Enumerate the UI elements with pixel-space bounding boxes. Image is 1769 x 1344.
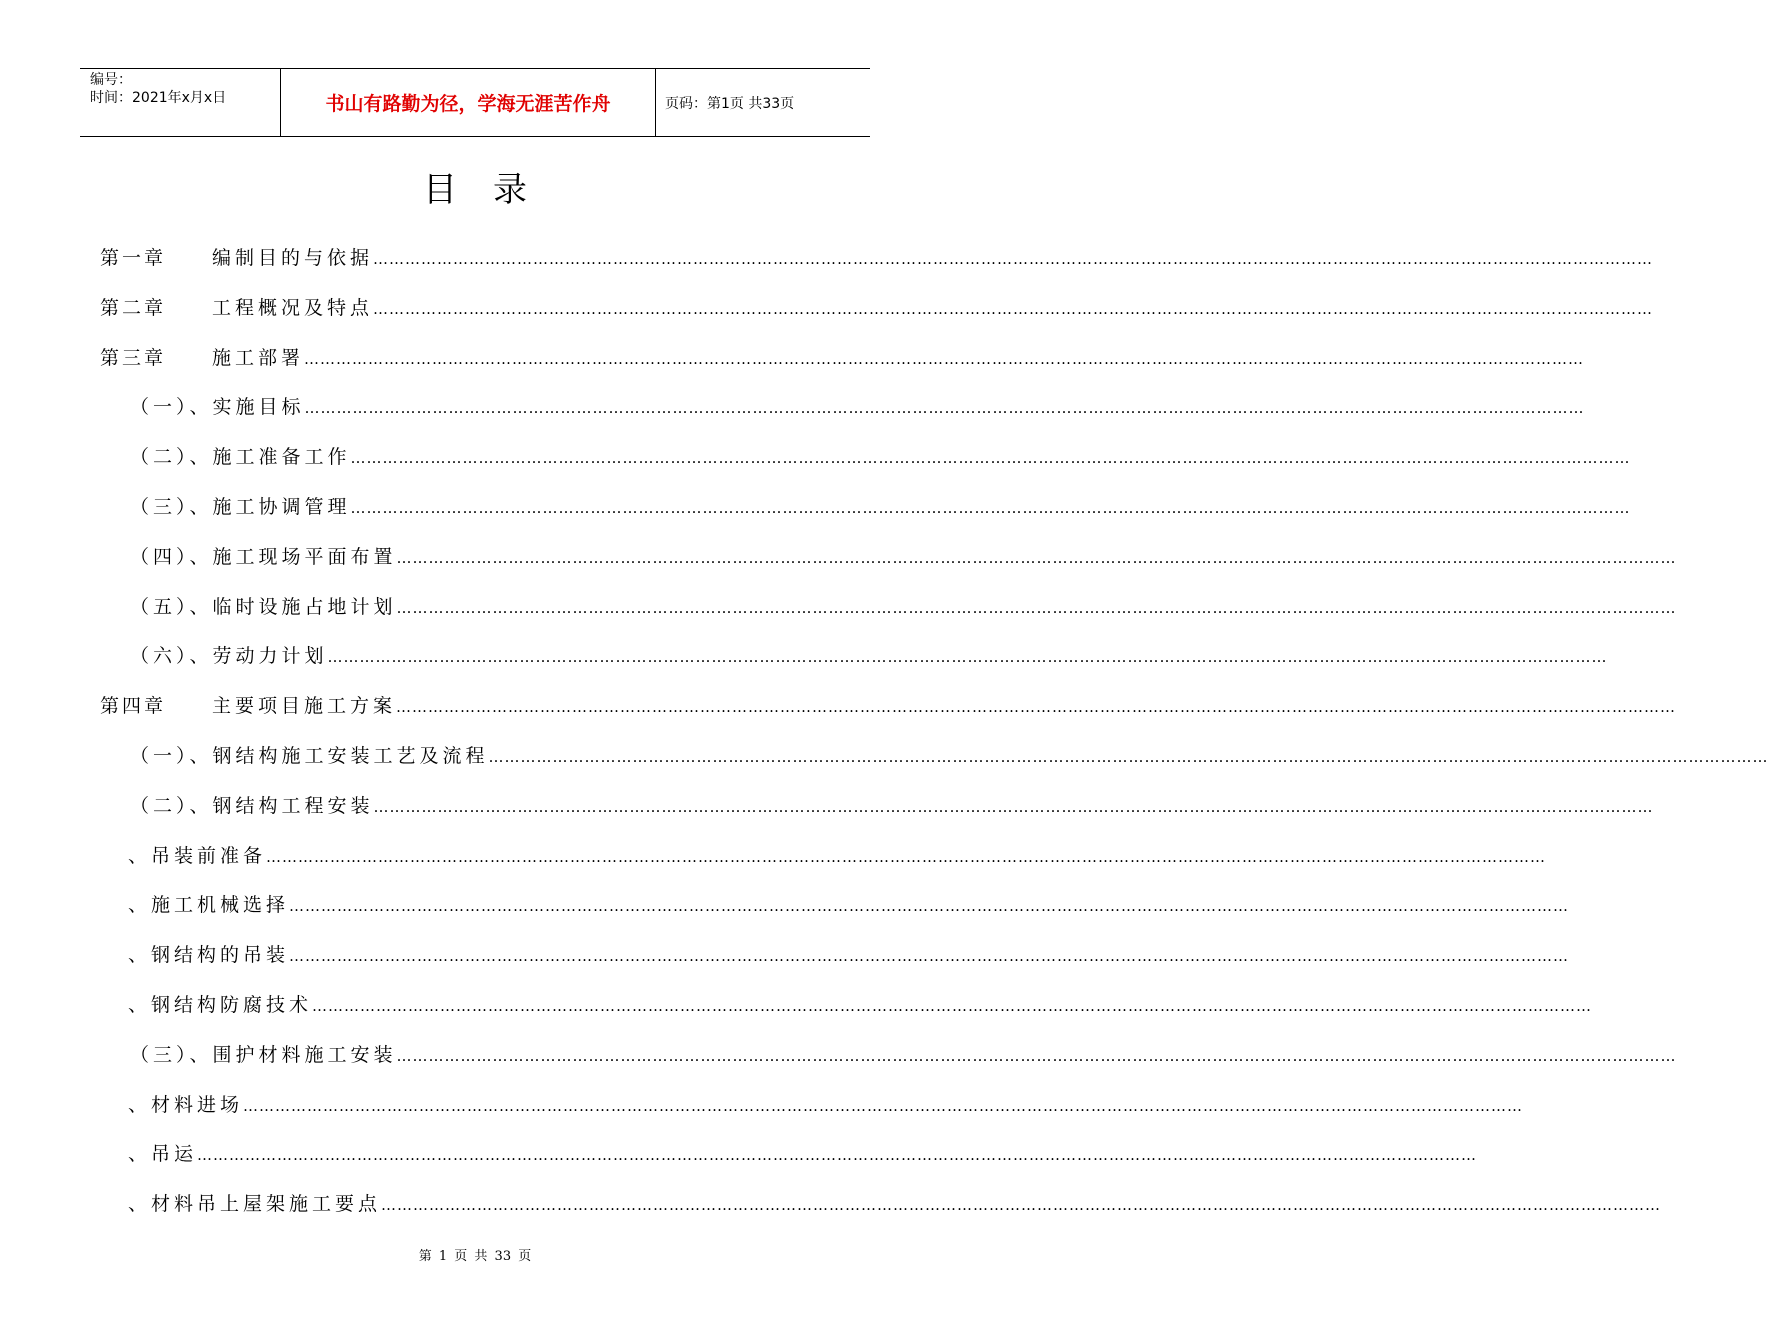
toc-entry-title: （一）、钢结构施工安装工艺及流程 — [130, 745, 489, 767]
toc-leader-dots: …………………………………………………………………………………………………………………………………………………………………………………………………………………… — [373, 250, 1654, 268]
toc-entry-title: 、钢结构防腐技术 — [128, 994, 313, 1016]
toc-entry[interactable] — [128, 985, 1593, 1025]
toc-leader-dots: …………………………………………………………………………………………………………………………………………………………………………………………………………………… — [396, 598, 1677, 617]
toc-entry-title: 、钢结构的吊装 — [128, 944, 290, 967]
toc-entry[interactable] — [130, 487, 1631, 527]
toc-entry-title: （四）、施工现场平面布置 — [130, 545, 397, 568]
toc-entry[interactable] — [128, 836, 1547, 876]
toc-leader-dots: …………………………………………………………………………………………………………………………………………………………………………………………………………………… — [488, 748, 1769, 766]
toc-entry[interactable] — [130, 636, 1608, 676]
header-meta-cell — [80, 69, 281, 136]
toc-chapter-label: 第三章 — [100, 346, 167, 369]
toc-entry[interactable] — [128, 885, 1570, 925]
toc-entry[interactable] — [130, 587, 1677, 627]
toc-entry[interactable] — [130, 736, 1769, 776]
toc-entry[interactable] — [128, 935, 1570, 975]
toc-leader-dots: …………………………………………………………………………………………………………………………………………………………………………………………………………………… — [243, 1096, 1524, 1115]
toc-entry-title: 、吊装前准备 — [128, 844, 267, 867]
toc-entry-title: （六）、劳动力计划 — [130, 645, 328, 668]
toc-chapter-label: 第一章 — [100, 247, 167, 269]
toc-entry-title: 编制目的与依据 — [212, 247, 374, 269]
toc-leader-dots: …………………………………………………………………………………………………………………………………………………………………………………………………………………… — [396, 548, 1677, 567]
toc-entry[interactable] — [130, 437, 1631, 477]
toc-leader-dots: …………………………………………………………………………………………………………………………………………………………………………………………………………………… — [266, 847, 1547, 866]
toc-entry-title: （一）、实施目标 — [130, 396, 305, 419]
toc-chapter-label: 第四章 — [100, 695, 167, 718]
toc-entry-title: （五）、临时设施占地计划 — [130, 595, 397, 618]
toc-leader-dots: …………………………………………………………………………………………………………………………………………………………………………………………………………………… — [396, 698, 1677, 717]
toc-entry[interactable] — [130, 786, 1654, 826]
toc-leader-dots: …………………………………………………………………………………………………………………………………………………………………………………………………………………… — [373, 299, 1654, 318]
toc-entry[interactable] — [128, 1085, 1524, 1125]
time-label: 时间：2021年x月x日 — [90, 90, 227, 106]
toc-leader-dots: …………………………………………………………………………………………………………………………………………………………………………………………………………………… — [373, 797, 1654, 816]
toc-leader-dots: …………………………………………………………………………………………………………………………………………………………………………………………………………………… — [304, 349, 1585, 368]
toc-leader-dots: …………………………………………………………………………………………………………………………………………………………………………………………………………………… — [350, 499, 1631, 517]
toc-entry-title: 工程概况及特点 — [212, 296, 374, 319]
toc-leader-dots: …………………………………………………………………………………………………………………………………………………………………………………………………………………… — [289, 947, 1570, 966]
page-info: 页码：第1页 共33页 — [665, 95, 795, 112]
header-table — [80, 68, 870, 137]
motto: 书山有路勤为径，学海无涯苦作舟 — [281, 69, 656, 136]
toc-leader-dots: …………………………………………………………………………………………………………………………………………………………………………………………………………………… — [289, 897, 1570, 916]
toc-leader-dots: …………………………………………………………………………………………………………………………………………………………………………………………………………………… — [327, 648, 1608, 667]
toc-entry[interactable] — [100, 686, 1677, 726]
toc-leader-dots: …………………………………………………………………………………………………………………………………………………………………………………………………………………… — [312, 997, 1593, 1015]
toc-entry-title: 、材料吊上屋架施工要点 — [128, 1193, 382, 1216]
toc-leader-dots: …………………………………………………………………………………………………………………………………………………………………………………………………………………… — [350, 449, 1631, 468]
toc-chapter-label: 第二章 — [100, 296, 167, 319]
page-title: 目录 — [423, 170, 563, 210]
number-label: 编号： — [90, 72, 132, 88]
toc-entry-title: （三）、围护材料施工安装 — [130, 1043, 397, 1066]
toc-entry-title: （二）、钢结构工程安装 — [130, 794, 374, 817]
toc-entry-title: 、施工机械选择 — [128, 894, 290, 917]
toc-entry-title: 施工部署 — [212, 346, 305, 369]
toc-entry[interactable] — [130, 1035, 1677, 1075]
toc-entry[interactable] — [130, 387, 1585, 427]
toc-leader-dots: …………………………………………………………………………………………………………………………………………………………………………………………………………………… — [396, 1046, 1677, 1065]
toc-entry[interactable] — [100, 238, 1654, 278]
toc-entry[interactable] — [100, 288, 1654, 328]
page-footer: 第 1 页 共 33 页 — [418, 1249, 532, 1264]
toc-entry-title: 主要项目施工方案 — [212, 695, 397, 718]
toc-entry[interactable] — [128, 1184, 1662, 1224]
toc-entry[interactable] — [100, 338, 1585, 378]
toc-entry-title: 、吊运 — [128, 1143, 198, 1166]
toc-entry-title: （三）、施工协调管理 — [130, 496, 351, 518]
toc-leader-dots: …………………………………………………………………………………………………………………………………………………………………………………………………………………… — [304, 399, 1585, 418]
toc-entry-title: （二）、施工准备工作 — [130, 446, 351, 469]
toc-leader-dots: …………………………………………………………………………………………………………………………………………………………………………………………………………………… — [197, 1146, 1478, 1165]
toc-entry[interactable] — [128, 1134, 1478, 1174]
toc-entry[interactable] — [130, 537, 1677, 577]
toc-entry-title: 、材料进场 — [128, 1093, 244, 1116]
toc-leader-dots: …………………………………………………………………………………………………………………………………………………………………………………………………………………… — [381, 1196, 1662, 1215]
